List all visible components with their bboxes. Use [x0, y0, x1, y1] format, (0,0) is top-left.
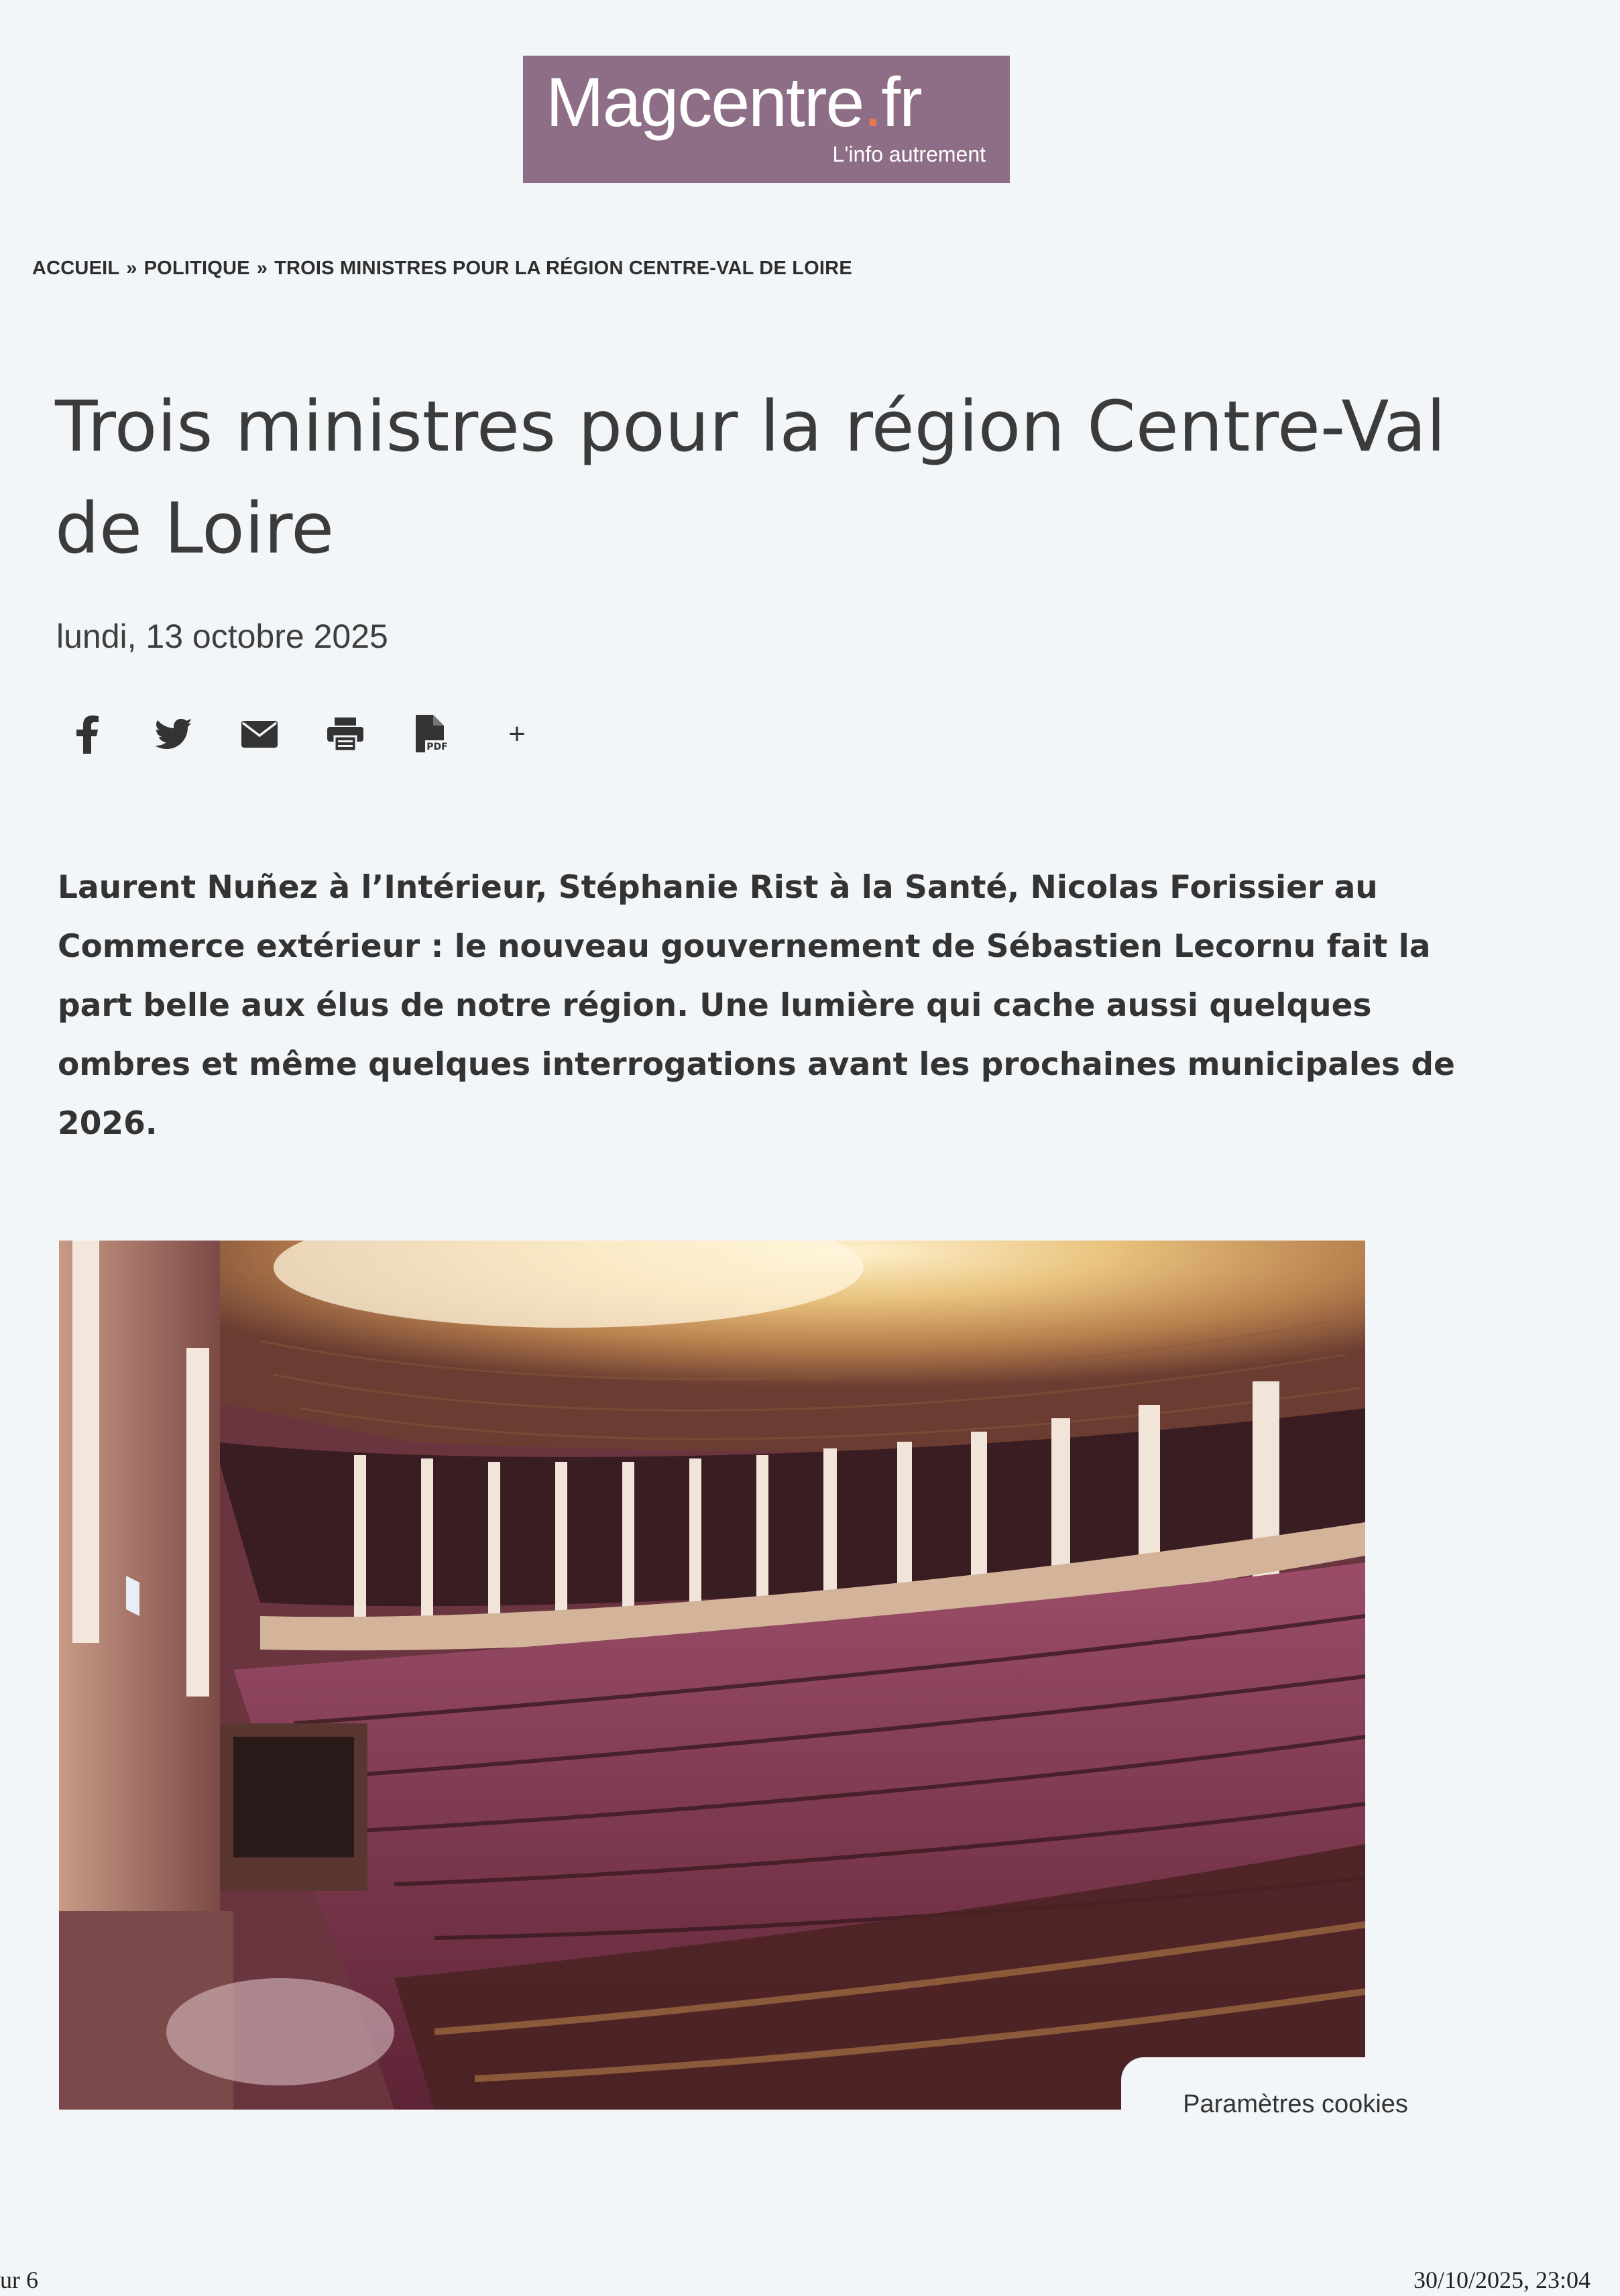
article-photo	[59, 1241, 1365, 2110]
cookie-settings-button[interactable]: Paramètres cookies	[1121, 2057, 1470, 2151]
breadcrumb-current: TROIS MINISTRES POUR LA RÉGION CENTRE-VAL DE LOIRE	[274, 257, 852, 279]
twitter-icon[interactable]	[150, 711, 197, 758]
plus-icon-label: +	[508, 718, 526, 750]
breadcrumb-separator: »	[126, 257, 137, 279]
share-bar	[64, 711, 579, 758]
facebook-icon[interactable]	[64, 711, 111, 758]
email-icon[interactable]	[236, 711, 283, 758]
site-logo[interactable]	[523, 56, 1010, 183]
breadcrumb-separator: »	[256, 257, 268, 279]
article-date: lundi, 13 octobre 2025	[56, 618, 388, 655]
print-page-number: ur 6	[0, 2266, 38, 2293]
plus-icon[interactable]	[494, 711, 540, 758]
breadcrumb-home-link[interactable]: ACCUEIL	[32, 257, 120, 279]
logo-tagline: L'info autrement	[832, 142, 986, 166]
article-lead: Laurent Nuñez à l’Intérieur, Stéphanie Rist à la Santé, Nicolas Forissier au Commerce extérieur : le nouveau gouvernement de Sébastien Lecornu fait la part belle aux élus de notre région. Une lumière qui cache aussi quelques ombres et même quelques interrogations avant les prochaines municipales de 2026.	[58, 869, 1455, 1142]
breadcrumb-section-link[interactable]: POLITIQUE	[143, 257, 250, 279]
article-title: Trois ministres pour la région Centre-Val de Loire	[55, 386, 1446, 569]
logo-wordmark: Magcentre.fr	[546, 64, 921, 141]
print-timestamp: 30/10/2025, 23:04	[1413, 2266, 1590, 2293]
print-icon[interactable]	[322, 711, 369, 758]
pdf-icon-label: PDF	[426, 742, 448, 752]
breadcrumb	[32, 257, 852, 280]
pdf-icon[interactable]	[408, 711, 455, 758]
